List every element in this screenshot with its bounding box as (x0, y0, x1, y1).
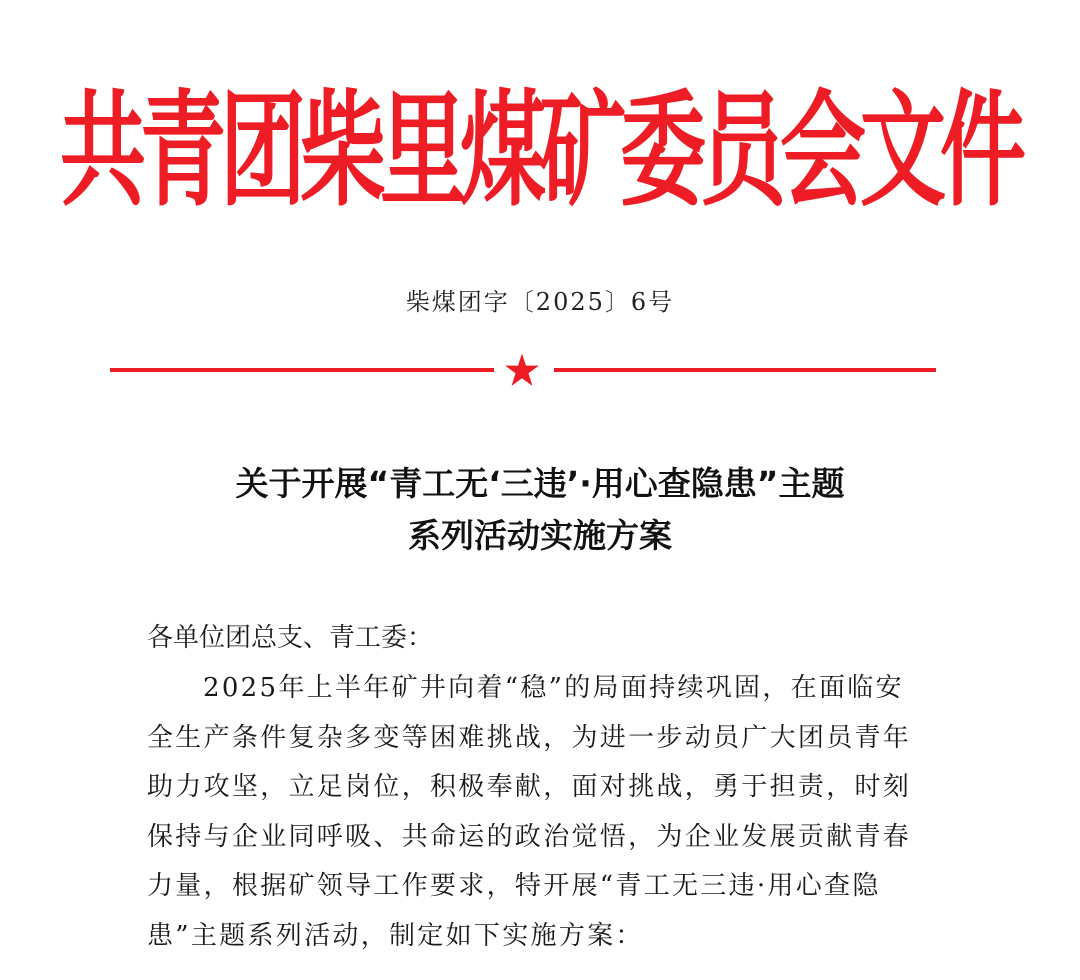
divider-line-left (110, 368, 494, 372)
divider-line-right (554, 368, 936, 372)
document-number: 柴煤团字〔2025〕6号 (405, 288, 675, 316)
body-line: 保持与企业同呼吸、共命运的政治觉悟，为企业发展贡献青春 (147, 821, 912, 852)
document-title (150, 458, 930, 562)
title-line-2: 系列活动实施方案 (408, 516, 672, 555)
body-line: 2025年上半年矿井向着“稳”的局面持续巩固，在面临安 (203, 673, 904, 703)
body-line: 患”主题系列活动，制定如下实施方案： (147, 920, 644, 951)
salutation: 各单位团总支、青工委： (147, 623, 434, 653)
star-icon (504, 352, 540, 388)
title-line-1: 关于开展“青工无‘三违’·用心查隐患”主题 (235, 464, 845, 503)
masthead-title: 共青团柴里煤矿委员会文件 (60, 79, 1020, 225)
body-line: 力量，根据矿领导工作要求，特开展“青工无三违·用心查隐 (147, 871, 881, 901)
body-line: 全生产条件复杂多变等困难挑战，为进一步动员广大团员青年 (147, 722, 912, 753)
body-line: 助力攻坚，立足岗位，积极奉献，面对挑战，勇于担责，时刻 (147, 772, 912, 802)
body-paragraph (147, 664, 937, 961)
red-divider (110, 352, 936, 392)
